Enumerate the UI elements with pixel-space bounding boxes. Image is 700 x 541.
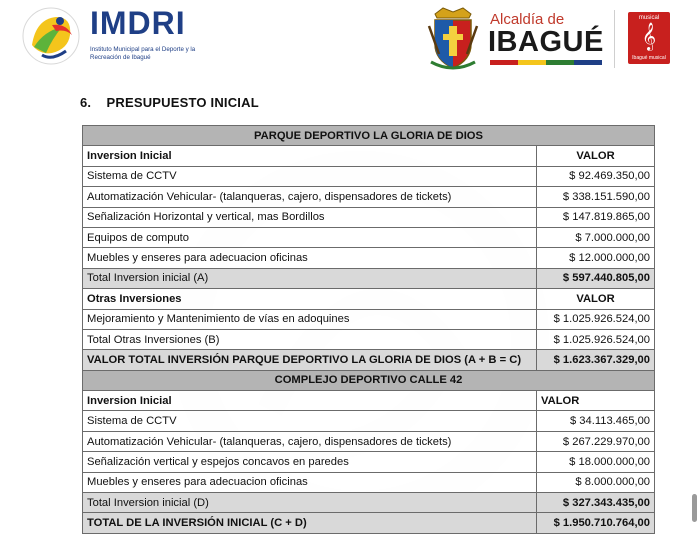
header-divider xyxy=(614,10,615,68)
item-label: Automatización Vehicular- (talanqueras, cajero, dispensadores de tickets) xyxy=(83,187,537,207)
table-row xyxy=(83,248,655,268)
item-value: $ 92.469.350,00 xyxy=(537,166,655,186)
section-title: 6. PRESUPUESTO INICIAL xyxy=(80,95,259,110)
item-value: $ 267.229.970,00 xyxy=(537,431,655,451)
item-label: Muebles y enseres para adecuacion oficinas xyxy=(83,248,537,268)
table-row xyxy=(83,268,655,288)
item-value: $ 1.025.926.524,00 xyxy=(537,309,655,329)
item-value: $ 338.151.590,00 xyxy=(537,187,655,207)
item-value: $ 12.000.000,00 xyxy=(537,248,655,268)
table-row xyxy=(83,329,655,349)
table-row xyxy=(83,391,655,411)
item-label: Señalización vertical y espejos concavos en paredes xyxy=(83,452,537,472)
item-label: Automatización Vehicular- (talanqueras, cajero, dispensadores de tickets) xyxy=(83,431,537,451)
complex-title: COMPLEJO DEPORTIVO CALLE 42 xyxy=(83,370,655,390)
table-row xyxy=(83,187,655,207)
park-value-heading: VALOR xyxy=(537,146,655,166)
badge-bottom-text: Ibagué musical xyxy=(632,55,666,61)
table-row xyxy=(83,452,655,472)
table-row xyxy=(83,411,655,431)
alcaldia-name: IBAGUÉ xyxy=(488,26,604,58)
complex-value-heading: VALOR xyxy=(537,391,655,411)
total-a-value: $ 597.440.805,00 xyxy=(537,268,655,288)
other-heading: Otras Inversiones xyxy=(83,289,537,309)
vertical-scrollbar[interactable] xyxy=(692,494,697,522)
table-row xyxy=(83,370,655,390)
table-row xyxy=(83,227,655,247)
table-row xyxy=(83,493,655,513)
alcaldia-prefix: Alcaldía de xyxy=(490,11,565,28)
park-grand-total-value: $ 1.623.367.329,00 xyxy=(537,350,655,370)
total-d-value: $ 327.343.435,00 xyxy=(537,493,655,513)
park-grand-total-label: VALOR TOTAL INVERSIÓN PARQUE DEPORTIVO LA GLORIA DE DIOS (A + B = C) xyxy=(83,350,537,370)
total-d-label: Total Inversion inicial (D) xyxy=(83,493,537,513)
table-row xyxy=(83,472,655,492)
table-row xyxy=(83,289,655,309)
total-b-value: $ 1.025.926.524,00 xyxy=(537,329,655,349)
park-inv-heading: Inversion Inicial xyxy=(83,146,537,166)
item-label: Sistema de CCTV xyxy=(83,411,537,431)
total-b-label: Total Otras Inversiones (B) xyxy=(83,329,537,349)
item-label: Señalización Horizontal y vertical, mas Bordillos xyxy=(83,207,537,227)
page-header xyxy=(0,0,700,78)
imdri-name: IMDRI xyxy=(90,5,186,41)
table-row xyxy=(83,513,655,533)
table-row xyxy=(83,431,655,451)
coat-of-arms-icon xyxy=(427,4,479,72)
complex-inv-heading: Inversion Inicial xyxy=(83,391,537,411)
table-row xyxy=(83,146,655,166)
table-row xyxy=(83,207,655,227)
item-value: $ 8.000.000,00 xyxy=(537,472,655,492)
table-row xyxy=(83,309,655,329)
ibague-musical-badge xyxy=(628,12,670,64)
table-row xyxy=(83,126,655,146)
table-row xyxy=(83,350,655,370)
table-row xyxy=(83,166,655,186)
final-total-value: $ 1.950.710.764,00 xyxy=(537,513,655,533)
item-value: $ 34.113.465,00 xyxy=(537,411,655,431)
item-value: $ 147.819.865,00 xyxy=(537,207,655,227)
flag-color-bar xyxy=(490,60,602,65)
total-a-label: Total Inversion inicial (A) xyxy=(83,268,537,288)
item-value: $ 18.000.000,00 xyxy=(537,452,655,472)
item-label: Sistema de CCTV xyxy=(83,166,537,186)
imdri-logo-icon xyxy=(22,5,80,67)
budget-table xyxy=(82,125,655,534)
badge-top-text: musical xyxy=(638,15,660,21)
item-label: Equipos de computo xyxy=(83,227,537,247)
other-value-heading: VALOR xyxy=(537,289,655,309)
item-value: $ 7.000.000,00 xyxy=(537,227,655,247)
treble-clef-icon: 𝄞 xyxy=(641,22,657,50)
item-label: Mejoramiento y Mantenimiento de vías en adoquines xyxy=(83,309,537,329)
item-label: Muebles y enseres para adecuacion oficinas xyxy=(83,472,537,492)
imdri-subtitle: Instituto Municipal para el Deporte y la Recreación de Ibagué xyxy=(90,46,196,61)
park-title: PARQUE DEPORTIVO LA GLORIA DE DIOS xyxy=(83,126,655,146)
final-total-label: TOTAL DE LA INVERSIÓN INICIAL (C + D) xyxy=(83,513,537,533)
